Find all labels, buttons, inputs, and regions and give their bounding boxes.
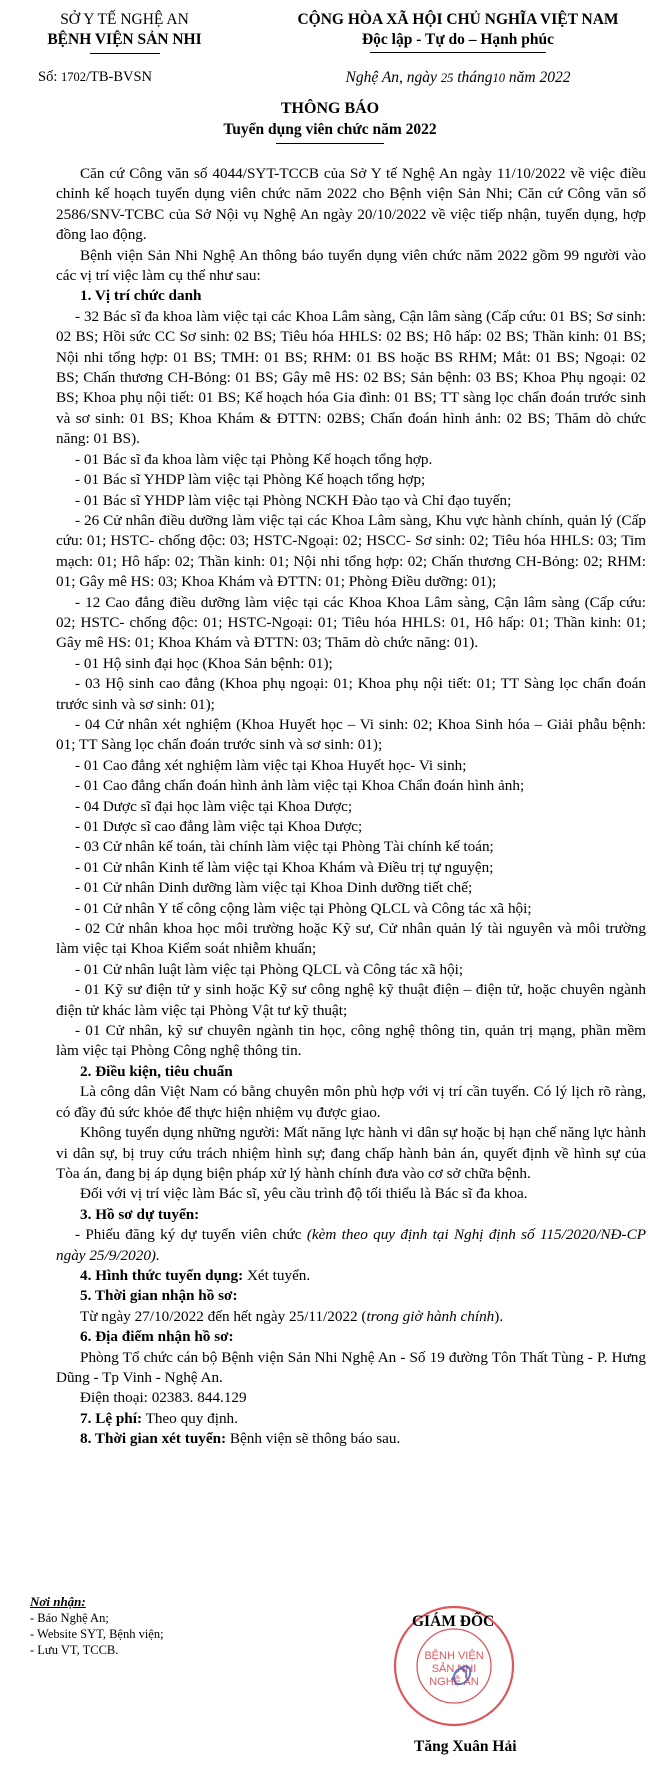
document-body bbox=[56, 164, 646, 1450]
section-review-time: 8. Thời gian xét tuyển: Bệnh viện sẽ thông báo sau. bbox=[80, 1430, 401, 1448]
recipients-title: Nơi nhận: bbox=[30, 1594, 86, 1609]
condition-citizen: Là công dân Việt Nam có bằng chuyên môn phù hợp với vị trí cần tuyển. Có lý lịch rõ ràng, có đầy đủ sức khỏe để thực hiện nhiệm vụ được giao. bbox=[56, 1083, 646, 1121]
signer-title: GIÁM ĐỐC bbox=[412, 1613, 495, 1630]
issuer-block bbox=[22, 10, 227, 54]
doc-no-value: 1702 bbox=[60, 70, 86, 84]
position-item: - 01 Cử nhân Kinh tế làm việc tại Khoa Khám và Điều trị tự nguyện; bbox=[75, 858, 494, 876]
document-subtitle: Tuyển dụng viên chức năm 2022 bbox=[223, 121, 437, 138]
documents-note: (kèm theo quy định tại Nghị định số 115/2020/NĐ-CP ngày 25/9/2020). bbox=[56, 1226, 646, 1264]
position-item: - 01 Bác sĩ YHDP làm việc tại Phòng NCKH Đào tạo và Chỉ đạo tuyến; bbox=[75, 491, 512, 509]
seal-text-line: BỆNH VIỆN bbox=[424, 1650, 484, 1662]
time-value: Từ ngày 27/10/2022 đến hết ngày 25/11/2022 (trong giờ hành chính). bbox=[80, 1307, 504, 1325]
recipient-item: - Báo Nghệ An; bbox=[30, 1611, 109, 1625]
recipient-item: - Lưu VT, TCCB. bbox=[30, 1643, 119, 1657]
position-item: - 01 Dược sĩ cao đẳng làm việc tại Khoa Dược; bbox=[75, 818, 363, 835]
hospital-name: BỆNH VIỆN SẢN NHI bbox=[47, 31, 202, 48]
signer-name: Tăng Xuân Hải bbox=[414, 1738, 517, 1755]
issue-date: Nghệ An, ngày 25 tháng10 năm 2022 bbox=[345, 69, 571, 86]
seal-text-line: SẢN NHI bbox=[431, 1663, 477, 1675]
condition-doctor: Đối với vị trí việc làm Bác sĩ, yêu cầu trình độ tối thiểu là Bác sĩ đa khoa. bbox=[80, 1185, 528, 1203]
position-item: - 01 Cao đẳng xét nghiệm làm việc tại Khoa Huyết học- Vi sinh; bbox=[75, 756, 467, 774]
position-item: - 03 Cử nhân kế toán, tài chính làm việc tại Phòng Tài chính kế toán; bbox=[75, 838, 494, 856]
section-documents: 3. Hồ sơ dự tuyển: bbox=[80, 1205, 200, 1223]
condition-exclusion: Không tuyển dụng những người: Mất năng lực hành vi dân sự hoặc bị hạn chế năng lực hành vi dân sự, bị truy cứu trách nhiệm hình sự; đang chấp hành bản án, quyết định về hình sự của Tòa án, đang bị áp dụng biện pháp xử lý hành chính đưa vào cơ sở chữa bệnh. bbox=[56, 1124, 646, 1182]
position-item: - 02 Cử nhân khoa học môi trường hoặc Kỹ sư, Cử nhân quản lý tài nguyên và môi trường làm việc tại Khoa Kiểm soát nhiễm khuẩn; bbox=[56, 920, 646, 958]
position-item: - 04 Cử nhân xét nghiệm (Khoa Huyết học – Vi sinh: 02; Khoa Sinh hóa – Giải phẫu bệnh: 01; TT Sàng lọc chẩn đoán trước sinh và sơ sinh: 01); bbox=[56, 715, 646, 754]
position-item: - 03 Hộ sinh cao đẳng (Khoa phụ ngoại: 01; Khoa phụ nội tiết: 01; TT Sàng lọc chẩn đoán trước sinh và sơ sinh: 01); bbox=[56, 675, 646, 713]
document-title: THÔNG BÁO bbox=[280, 100, 380, 117]
announcement-intro: Bệnh viện Sản Nhi Nghệ An thông báo tuyển dụng viên chức năm 2022 gồm 99 người vào các vị trí việc làm cụ thể như sau: bbox=[56, 246, 646, 285]
place-value: Phòng Tổ chức cán bộ Bệnh viện Sản Nhi Nghệ An - Số 19 đường Tôn Thất Tùng - P. Hưng Dũng - Tp Vinh - Nghệ An. bbox=[56, 1348, 646, 1386]
country-name: CỘNG HÒA XÃ HỘI CHỦ NGHĨA VIỆT NAM bbox=[297, 11, 619, 28]
position-item: - 01 Cử nhân luật làm việc tại Phòng QLCL và Công tác xã hội; bbox=[75, 960, 464, 978]
position-item: - 01 Cử nhân Y tế công cộng làm việc tại Phòng QLCL và Công tác xã hội; bbox=[75, 899, 532, 917]
position-item: - 12 Cao đẳng điều dưỡng làm việc tại các Khoa Khoa Lâm sàng, Cận lâm sàng (Cấp cứu: 02; HSTC- chống độc: 01; HSTC-Ngoại: 01; Tiêu hóa HHLS: 01, Hô hấp: 01; Thần kinh: 01; Gây mê HS: 01; Khoa Khám và ĐTTN: 03; Thăm dò chức năng: 01). bbox=[56, 593, 646, 652]
national-header bbox=[272, 10, 644, 53]
date-month: 10 bbox=[492, 71, 506, 85]
documents-item: - Phiếu đăng ký dự tuyển viên chức (kèm theo quy định tại Nghị định số 115/2020/NĐ-CP ngày 25/9/2020). bbox=[56, 1226, 646, 1264]
position-item: - 01 Cao đẳng chẩn đoán hình ảnh làm việc tại Khoa Chẩn đoán hình ảnh; bbox=[75, 777, 525, 795]
document-number: Số: 1702/TB-BVSN bbox=[38, 69, 153, 85]
fee-value: Theo quy định. bbox=[145, 1409, 238, 1427]
recipients-block bbox=[30, 1594, 164, 1658]
position-item: - 01 Cử nhân, kỹ sư chuyên ngành tin học, công nghệ thông tin, quản trị mạng, phần mềm làm việc tại Phòng Công nghệ thông tin. bbox=[56, 1022, 646, 1060]
issuer-rule bbox=[90, 53, 160, 54]
section-conditions: 2. Điều kiện, tiêu chuẩn bbox=[80, 1062, 233, 1080]
motto-rule bbox=[370, 52, 546, 53]
position-item: - 01 Bác sĩ YHDP làm việc tại Phòng Kế hoạch tổng hợp; bbox=[75, 471, 426, 489]
form-value: Xét tuyển. bbox=[246, 1266, 311, 1284]
position-item: - 32 Bác sĩ đa khoa làm việc tại các Khoa Lâm sàng, Cận lâm sàng (Cấp cứu: 01 BS; Sơ sinh: 02 BS; Hồi sức CC Sơ sinh: 02 BS; Tiêu hóa HHLS: 02 BS; Hô hấp: 02 BS; Thần kinh: 01 BS; Nội nhi tổng hợp: 01 BS; TMH: 01 BS; RHM: 01 BS hoặc BS RHM; Mắt: 01 BS; Ngoại: 02 BS; Chấn thương CH-Bỏng: 01 BS; Gây mê HS: 02 BS; Sản bệnh: 03 BS; Khoa Phụ ngoại: 02 BS; Khoa phụ nội tiết: 01 BS; Kế hoạch hóa Gia đình: 01 BS; TT sàng lọc chẩn đoán trước sinh và sơ sinh: 01 BS; Khoa Khám & ĐTTN: 02BS; Chẩn đoán hình ảnh: 02 BS; Thăm dò chức năng: 01 BS). bbox=[56, 307, 646, 448]
review-time-value: Bệnh viện sẽ thông báo sau. bbox=[229, 1430, 401, 1448]
section-time: 5. Thời gian nhận hồ sơ: bbox=[80, 1287, 238, 1305]
ministry-name: SỞ Y TẾ NGHỆ AN bbox=[60, 11, 189, 28]
section-fee: 7. Lệ phí: Theo quy định. bbox=[80, 1409, 238, 1427]
position-item: - 01 Hộ sinh đại học (Khoa Sản bệnh: 01); bbox=[75, 654, 333, 672]
seal-text-line: NGHỆ AN bbox=[429, 1676, 479, 1688]
title-rule bbox=[276, 143, 384, 144]
national-motto: Độc lập - Tự do – Hạnh phúc bbox=[361, 31, 555, 48]
section-positions: 1. Vị trí chức danh bbox=[80, 287, 202, 305]
position-item: - 04 Dược sĩ đại học làm việc tại Khoa Dược; bbox=[75, 797, 353, 815]
section-place: 6. Địa điểm nhận hồ sơ: bbox=[80, 1328, 234, 1346]
recipient-item: - Website SYT, Bệnh viện; bbox=[30, 1627, 164, 1641]
phone-value: Điện thoại: 02383. 844.129 bbox=[80, 1389, 247, 1407]
legal-basis: Căn cứ Công văn số 4044/SYT-TCCB của Sở Y tế Nghệ An ngày 11/10/2022 về việc điều chỉnh kế hoạch tuyển dụng viên chức năm 2022 cho Bệnh viện Sản Nhi; Căn cứ Công văn số 2586/SNV-TCBC của Sở Nội vụ Nghệ An ngày 20/10/2022 về việc tiếp nhận, tuyển dụng, hợp đồng lao động. bbox=[56, 165, 646, 244]
position-item: - 01 Kỹ sư điện tử y sinh hoặc Kỹ sư công nghệ kỹ thuật điện – điện tử, hoặc chuyên ngành điện tử khác làm việc tại Phòng Vật tư kỹ thuật; bbox=[56, 981, 646, 1019]
position-item: - 01 Cử nhân Dinh dưỡng làm việc tại Khoa Dinh dưỡng tiết chế; bbox=[75, 879, 473, 897]
section-form: 4. Hình thức tuyển dụng: Xét tuyển. bbox=[80, 1266, 311, 1284]
date-day: 25 bbox=[440, 71, 454, 85]
positions-list bbox=[56, 307, 646, 1062]
position-item: - 26 Cử nhân điều dưỡng làm việc tại các Khoa Lâm sàng, Khu vực hành chính, quản lý (Cấp cứu: 01; HSTC- chống độc: 03; HSTC-Ngoại: 02; HSCC- Sơ sinh: 02; Tiêu hóa HHLS: 03; Tim mạch: 01; Hô hấp: 02; Thần kinh: 01; Nội nhi tổng hợp: 02; Chấn thương CH-Bỏng: 02; RHM: 01; Gây mê HS: 03; Khoa Khám và ĐTTN: 01; Phòng Điều dưỡng: 01); bbox=[56, 511, 646, 591]
position-item: - 01 Bác sĩ đa khoa làm việc tại Phòng Kế hoạch tổng hợp. bbox=[75, 450, 433, 468]
